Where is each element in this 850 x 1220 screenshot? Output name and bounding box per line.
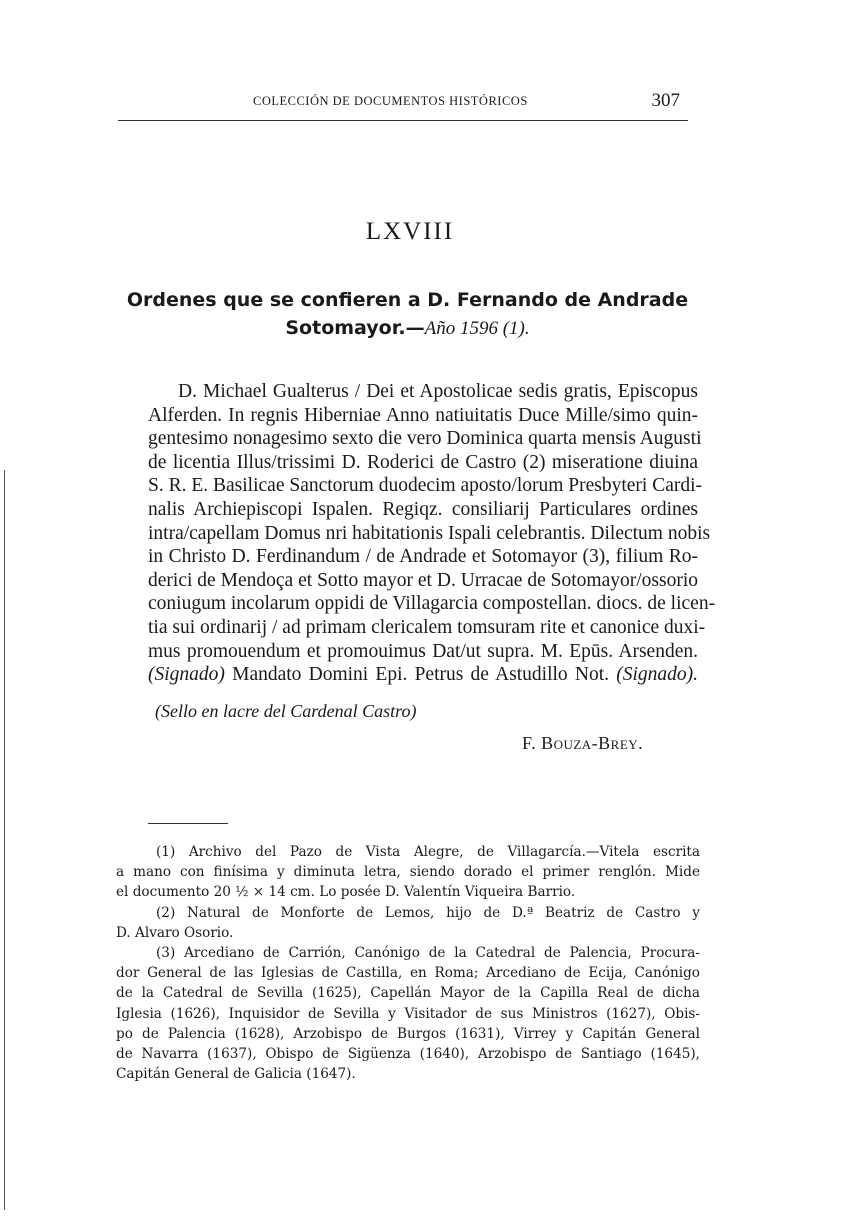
footnote-line: dor General de las Iglesias de Castilla, en Roma; Arcediano de Ecija, Canónigo [116,965,700,982]
footnote-line: Iglesia (1626), Inquisidor de Sevilla y Visitador de sus Ministros (1627), Obis- [116,1005,700,1022]
signed-mark: (Signado). [616,664,698,686]
footnote-line: po de Palencia (1628), Arzobispo de Burgos (1631), Virrey y Capitán General [116,1025,700,1042]
body-line: derici de Mendoça et Sotto mayor et D. Urracae de Sotomayor/ossorio [148,569,698,591]
page-number: 307 [651,90,680,111]
footnote-line: (3) Arcediano de Carrión, Canónigo de la Catedral de Palencia, Procura- [156,945,700,962]
body-line: intra/capellam Domus nri habitationis Ispali celebrantis. Dilectum nobis [148,522,711,544]
title-year: Año 1596 [424,318,498,339]
document-title-line1: Ordenes que se confieren a D. Fernando de Andrade [126,289,689,311]
body-line: nalis Archiepiscopi Ispalen. Regiqz. consiliarij Particulares ordines [148,498,698,520]
body-line: tia sui ordinarij / ad primam clericalem tomsuram rite et canonice duxi- [148,616,706,638]
footnote-line: (2) Natural de Monforte de Lemos, hijo de D.ª Beatriz de Castro y [156,904,700,921]
running-title: COLECCIÓN DE DOCUMENTOS HISTÓRICOS [253,94,528,108]
body-text: Mandato Domini Epi. Petrus de Astudillo Not. [224,664,617,686]
title-note-ref: (1). [497,318,530,339]
seal-note: (Sello en lacre del Cardenal Castro) [155,701,417,721]
footnote-line: Capitán General de Galicia (1647). [116,1066,356,1083]
footnote-line: el documento 20 ½ × 14 cm. Lo posée D. Valentín Viqueira Barrio. [116,884,576,901]
body-line: in Christo D. Ferdinandum / de Andrade et Sotomayor (3), filium Ro- [148,546,698,568]
footnote-line: de la Catedral de Sevilla (1625), Capellán Mayor de la Capilla Real de dicha [116,985,700,1002]
footnotes [116,842,700,1084]
body-line: mus promouendum et promouimus Dat/ut supra. M. Epūs. Arsenden. [148,640,698,662]
chapter-number: LXVIII [365,218,455,245]
footnote-rule [148,823,228,824]
body-line: D. Michael Gualterus / Dei et Apostolicae sedis gratis, Episcopus [178,381,698,402]
body-line: S. R. E. Basilicae Sanctorum duodecim aposto/lorum Presbyteri Cardi- [148,475,703,497]
page-header [118,90,688,121]
body-line: de licentia Illus/trissimi D. Roderici de Castro (2) miseratione diuina [148,451,698,473]
body-line: Alferden. In regnis Hiberniae Anno natiuitatis Duce Mille/simo quin- [148,404,698,426]
document-body [148,380,716,687]
document-title-line2 [115,316,700,341]
body-line: coniugum incolarum oppidi de Villagarcia compostellan. diocs. de licen- [148,593,716,615]
body-line-last [148,663,698,687]
footnote-line: D. Alvaro Osorio. [116,924,234,941]
footnote-line: (1) Archivo del Pazo de Vista Alegre, de Villagarcía.—Vitela escrita [156,844,700,860]
body-line: gentesimo nonagesimo sexto die vero Dominica quarta mensis Augusti [148,428,702,450]
title-name: Sotomayor.— [285,317,425,339]
footnote-line: a mano con finísima y diminuta letra, siendo dorado el primer renglón. Mide [116,864,700,881]
scan-edge-line [4,470,5,1210]
footnote-line: de Navarra (1637), Obispo de Sigüenza (1640), Arzobispo de Santiago (1645), [116,1046,700,1063]
author-signature: F. Bouza-Brey. [522,733,644,753]
signed-mark: (Signado) [148,664,225,686]
